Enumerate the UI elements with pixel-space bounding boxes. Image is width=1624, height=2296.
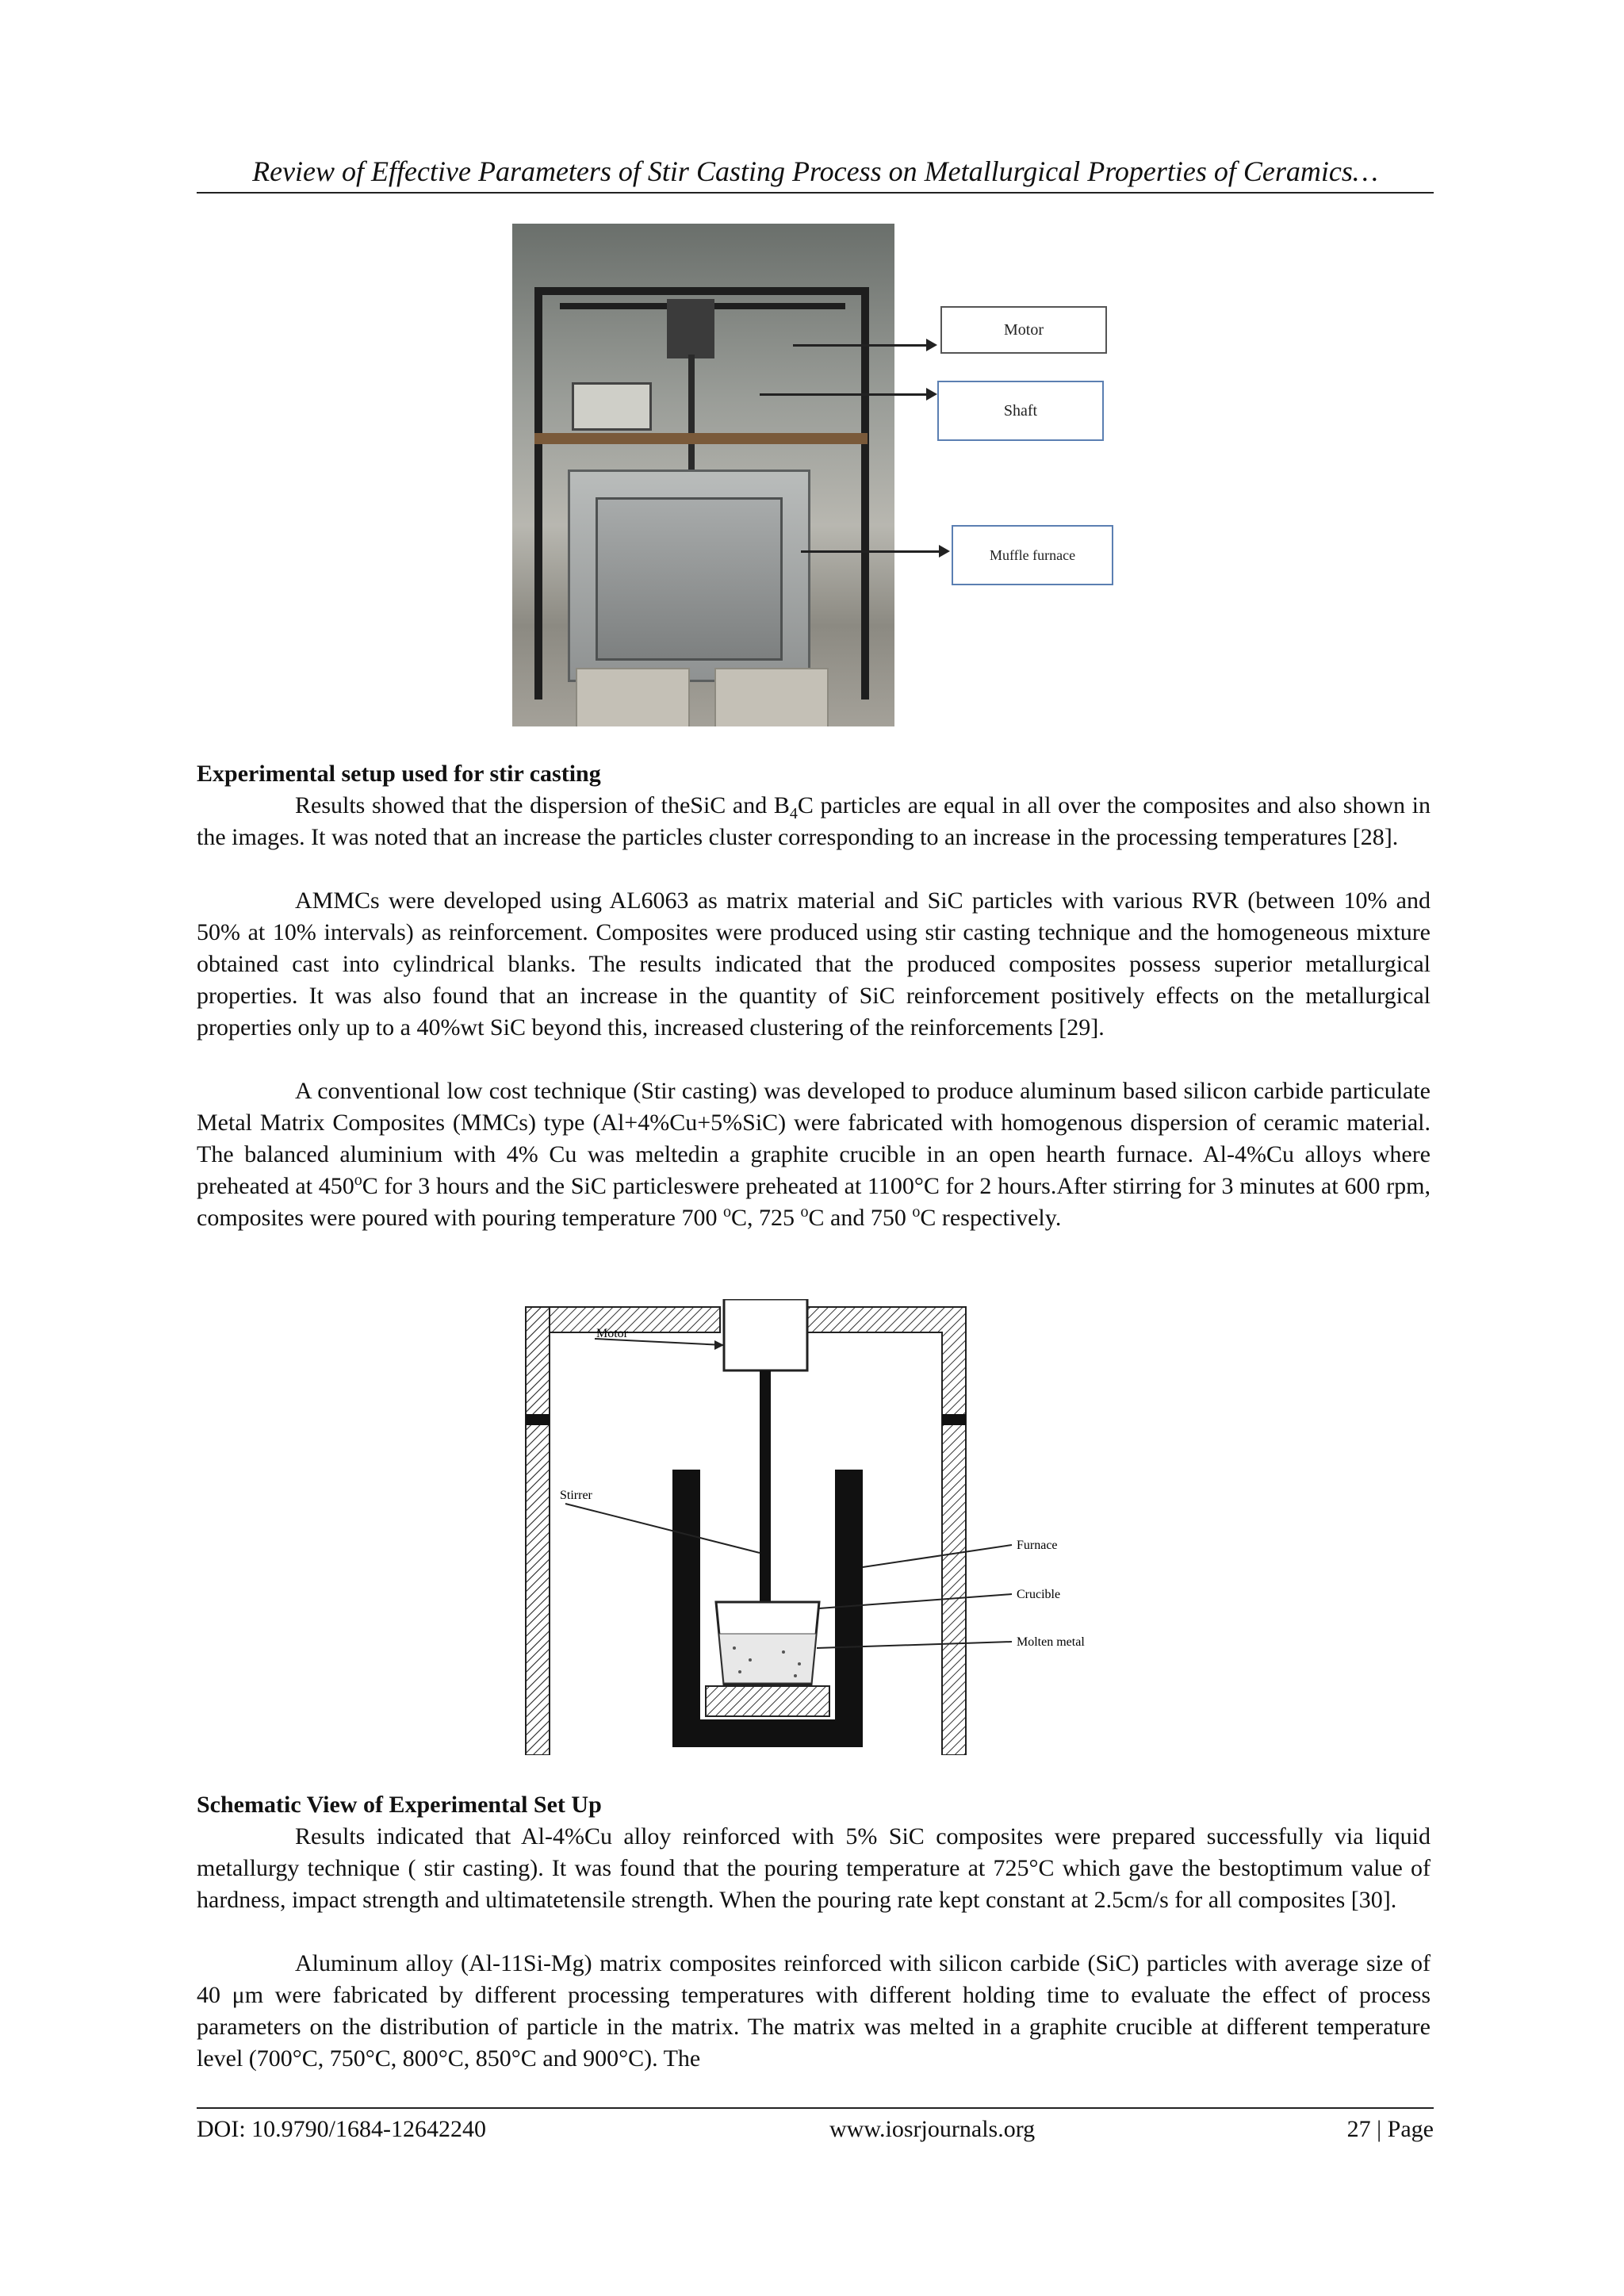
frame-top-bar (534, 287, 869, 295)
experimental-setup-photo (512, 224, 894, 726)
concrete-block-right (714, 668, 829, 726)
running-header: Review of Effective Parameters of Stir Casting Process on Metallurgical Properties of Ceramics… (252, 155, 1378, 187)
shaft-rod (688, 355, 695, 470)
label-motor: Motor (940, 306, 1107, 354)
frame-post-left (534, 287, 542, 700)
paragraph-5: Aluminum alloy (Al-11Si-Mg) matrix composites reinforced with silicon carbide (SiC) particles with average size of 40 μm were fabricated by different processing temperatures with different holding time to evaluate the effect of process parameters on the distribution of particle in the matrix. The matrix was melted in a graphite crucible at different temperature level (700°C, 750°C, 800°C, 850°C and 900°C). The (197, 1950, 1431, 2072)
paragraph-1: Results showed that the dispersion of theSiC and $B_4C$ particles are equal in all over the composites and also shown in the images. It was noted that an increase the particles cluster corresponding to an increase in the processing temperatures [28]. (197, 792, 1431, 850)
support-plate (534, 433, 868, 444)
paragraph-2: AMMCs were developed using AL6063 as matrix material and SiC particles with various RVR (between 10% and 50% at 10% intervals) as reinforcement. Composites were produced using stir casting technique and the homogeneous mixture obtained cast into cylindrical blanks. The results indicated that the produced composites possess superior metallurgical properties. It was also found that an increase in the quantity of SiC reinforcement positively effects on the metallurgical properties only up to a 40%wt SiC beyond this, increased clustering of the reinforcements [29]. (197, 887, 1431, 1041)
motor-unit (667, 299, 714, 358)
schematic-label-molten-metal: Molten metal (1017, 1635, 1085, 1649)
leader-stirrer (565, 1504, 760, 1553)
schematic-label-stirrer: Stirrer (560, 1489, 592, 1502)
enclosure-band-right (942, 1414, 966, 1425)
paragraph-4: Results indicated that Al-4%Cu alloy reinforced with 5% SiC composites were prepared successfully via liquid metallurgy technique ( stir casting). It was found that the pouring temperature at 725°C which gave the bestoptimum value of hardness, impact strength and ultimatetensile strength. When the pouring rate kept constant at 2.5cm/s for all composites [30]. (197, 1823, 1431, 1913)
arrow-shaft (760, 393, 928, 396)
molten-metal (719, 1634, 816, 1683)
schematic-label-furnace: Furnace (1017, 1539, 1058, 1552)
enclosure-band-left (526, 1414, 550, 1425)
footer-page-number: 27 | Page (1346, 2116, 1434, 2142)
figure2-caption: Schematic View of Experimental Set Up (197, 1792, 602, 1818)
label-muffle-furnace: Muffle furnace (952, 525, 1113, 585)
footer-website[interactable]: www.iosrjournals.org (829, 2116, 1036, 2142)
arrow-muffle-furnace (801, 550, 940, 553)
furnace-base (706, 1686, 829, 1716)
arrow-head-motor (926, 339, 937, 351)
leader-furnace (863, 1545, 1012, 1567)
enclosure-left-post (526, 1307, 550, 1755)
motor-box (724, 1299, 807, 1370)
schematic-label-crucible: Crucible (1017, 1588, 1061, 1601)
schematic-diagram (522, 1299, 1118, 1755)
label-shaft: Shaft (937, 381, 1104, 441)
footer-rule (197, 2107, 1434, 2109)
arrow-head-shaft (926, 388, 937, 401)
header-rule (197, 192, 1434, 194)
arrow-motor (793, 344, 928, 347)
enclosure-wall-right (807, 1307, 966, 1755)
figure1-caption: Experimental setup used for stir casting (197, 761, 601, 787)
schematic-label-motor: Motor (596, 1327, 628, 1340)
muffle-furnace-door (596, 497, 783, 661)
temperature-controller (572, 382, 652, 431)
arrow-head-muffle-furnace (939, 545, 950, 558)
concrete-block-left (576, 668, 690, 726)
footer-doi: DOI: 10.9790/1684-12642240 (197, 2116, 486, 2142)
frame-post-right (861, 287, 869, 700)
paragraph-3: A conventional low cost technique (Stir casting) was developed to produce aluminum based silicon carbide particulate Metal Matrix Composites (MMCs) type (Al+4%Cu+5%SiC) were fabricated with homogenous dispersion of ceramic material. The balanced aluminium with 4% Cu was meltedin a graphite crucible in an open hearth furnace. Al-4%Cu alloys where preheated at 450$^o$C for 3 hours and the SiC particleswere preheated at 1100°C for 2 hours.After stirring for 3 minutes at 600 rpm, composites were poured with pouring temperature 700 $^o$C, 725 $^o$C and 750 $^o$C respectively. (197, 1078, 1431, 1231)
